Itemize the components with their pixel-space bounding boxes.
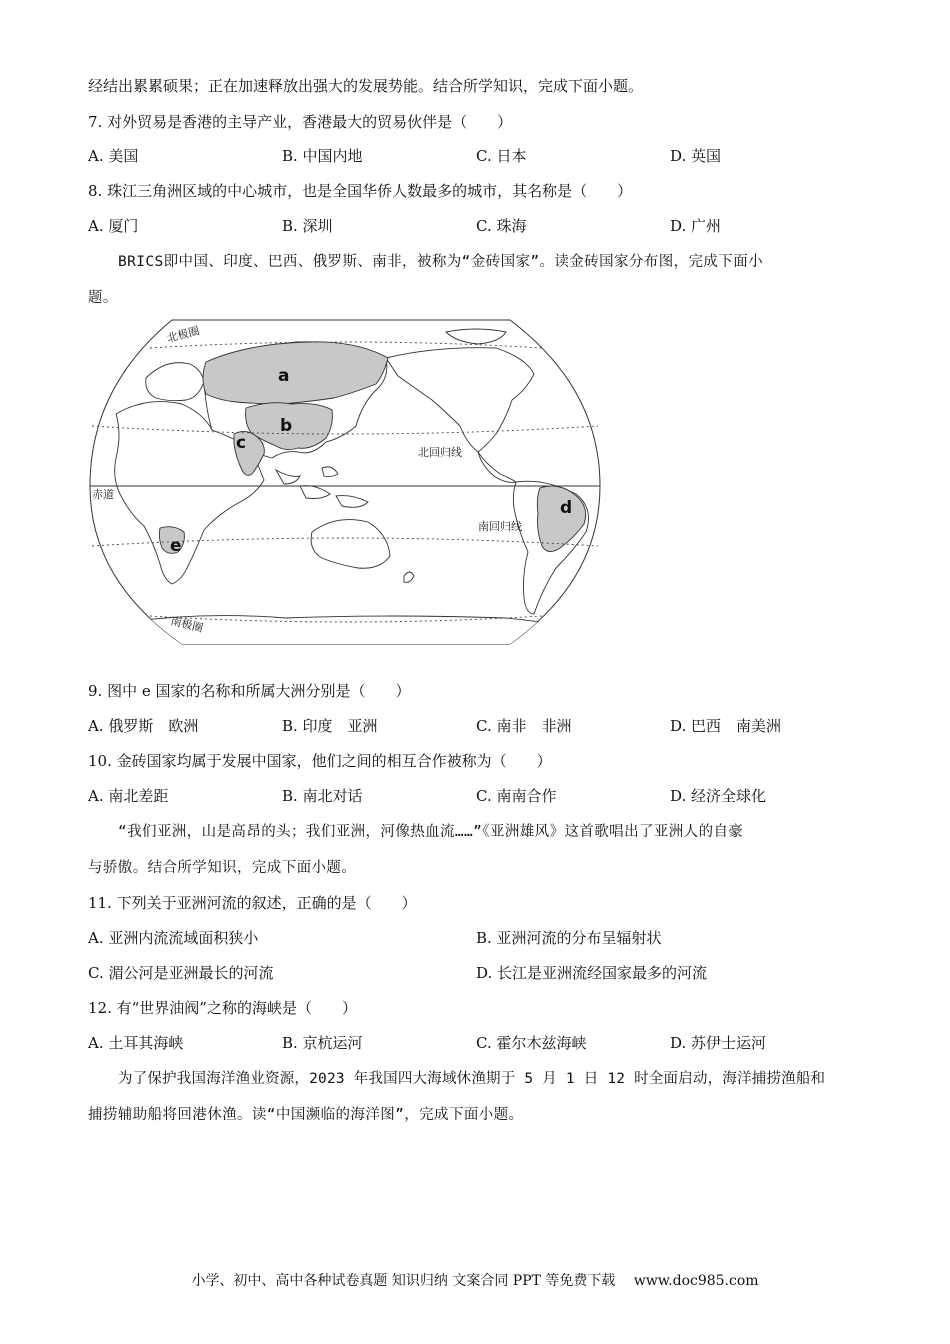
fishing-intro-line1: 为了保护我国海洋渔业资源，2023 年我国四大海域休渔期于 5 月 1 日 12 时全面启动，海洋捕捞渔船和 — [118, 1071, 826, 1087]
asia-intro-line2: 与骄傲。结合所学知识，完成下面小题。 — [88, 860, 357, 876]
q7-option-b: B. 中国内地 — [282, 147, 363, 165]
q8-option-b: B. 深圳 — [282, 217, 333, 235]
q8-option-d: D. 广州 — [670, 217, 722, 235]
q8-options — [88, 216, 868, 236]
q9-option-a: A. 俄罗斯 欧洲 — [88, 717, 199, 735]
map-label-d: d — [560, 498, 573, 518]
q8-option-c: C. 珠海 — [476, 217, 527, 235]
q7-option-c: C. 日本 — [476, 147, 527, 165]
arctic-circle-label: 北极圈 — [165, 324, 201, 345]
antarctic-circle-label: 南极圈 — [169, 614, 205, 635]
page-footer: 小学、初中、高中各种试卷真题 知识归纳 文案合同 PPT 等免费下载 www.doc985.com — [191, 1273, 759, 1289]
top-line: 经结出累累硕果；正在加速释放出强大的发展势能。结合所学知识，完成下面小题。 — [88, 77, 644, 95]
q12-option-a: A. 土耳其海峡 — [88, 1034, 184, 1052]
q11-options-row1 — [88, 928, 868, 948]
q11-stem: 11. 下列关于亚洲河流的叙述，正确的是（ ） — [88, 894, 417, 912]
q7-option-a: A. 美国 — [88, 147, 139, 165]
q11-option-b: B. 亚洲河流的分布呈辐射状 — [476, 929, 662, 947]
q10-stem: 10. 金砖国家均属于发展中国家，他们之间的相互合作被称为（ ） — [88, 752, 552, 770]
q10-option-b: B. 南北对话 — [282, 787, 363, 805]
q10-option-c: C. 南南合作 — [476, 787, 557, 805]
brics-world-map — [86, 318, 606, 646]
q10-options — [88, 786, 868, 806]
q12-option-c: C. 霍尔木兹海峡 — [476, 1034, 587, 1052]
asia-intro-line1: “我们亚洲，山是高昂的头；我们亚洲，河像热血流……”《亚洲雄风》这首歌唱出了亚洲人的自豪 — [118, 824, 744, 840]
q9-stem: 9. 图中 e 国家的名称和所属大洲分别是（ ） — [88, 682, 411, 700]
q9-option-c: C. 南非 非洲 — [476, 717, 572, 735]
q12-stem: 12. 有“世界油阀”之称的海峡是（ ） — [88, 999, 357, 1017]
tropic-of-capricorn-label: 南回归线 — [478, 520, 522, 533]
map-label-b: b — [280, 416, 293, 436]
q11-option-d: D. 长江是亚洲流经国家最多的河流 — [476, 964, 708, 982]
equator-label: 赤道 — [92, 488, 114, 501]
q7-stem: 7. 对外贸易是香港的主导产业，香港最大的贸易伙伴是（ ） — [88, 113, 513, 131]
brics-intro-line2: 题。 — [88, 290, 118, 306]
q12-option-b: B. 京杭运河 — [282, 1034, 363, 1052]
map-label-c: c — [236, 433, 247, 453]
q8-stem: 8. 珠江三角洲区域的中心城市，也是全国华侨人数最多的城市，其名称是（ ） — [88, 182, 633, 200]
map-label-a: a — [278, 366, 290, 386]
q11-option-c: C. 湄公河是亚洲最长的河流 — [88, 964, 274, 982]
q7-option-d: D. 英国 — [670, 147, 722, 165]
q10-option-d: D. 经济全球化 — [670, 787, 767, 805]
tropic-of-cancer-label: 北回归线 — [418, 446, 462, 459]
q12-option-d: D. 苏伊士运河 — [670, 1034, 767, 1052]
q7-options — [88, 146, 868, 166]
antarctica-land — [90, 616, 600, 646]
map-label-e: e — [170, 536, 182, 556]
q8-option-a: A. 厦门 — [88, 217, 139, 235]
q11-option-a: A. 亚洲内流流域面积狭小 — [88, 929, 259, 947]
q10-option-a: A. 南北差距 — [88, 787, 169, 805]
q9-option-d: D. 巴西 南美洲 — [670, 717, 782, 735]
q12-options — [88, 1033, 868, 1053]
q9-option-b: B. 印度 亚洲 — [282, 717, 378, 735]
q11-options-row2 — [88, 963, 868, 983]
fishing-intro-line2: 捕捞辅助船将回港休渔。读“中国濒临的海洋图”，完成下面小题。 — [88, 1107, 524, 1123]
brics-intro-line1: BRICS即中国、印度、巴西、俄罗斯、南非，被称为“金砖国家”。读金砖国家分布图，完成下面小 — [118, 254, 764, 270]
q9-options — [88, 716, 868, 736]
